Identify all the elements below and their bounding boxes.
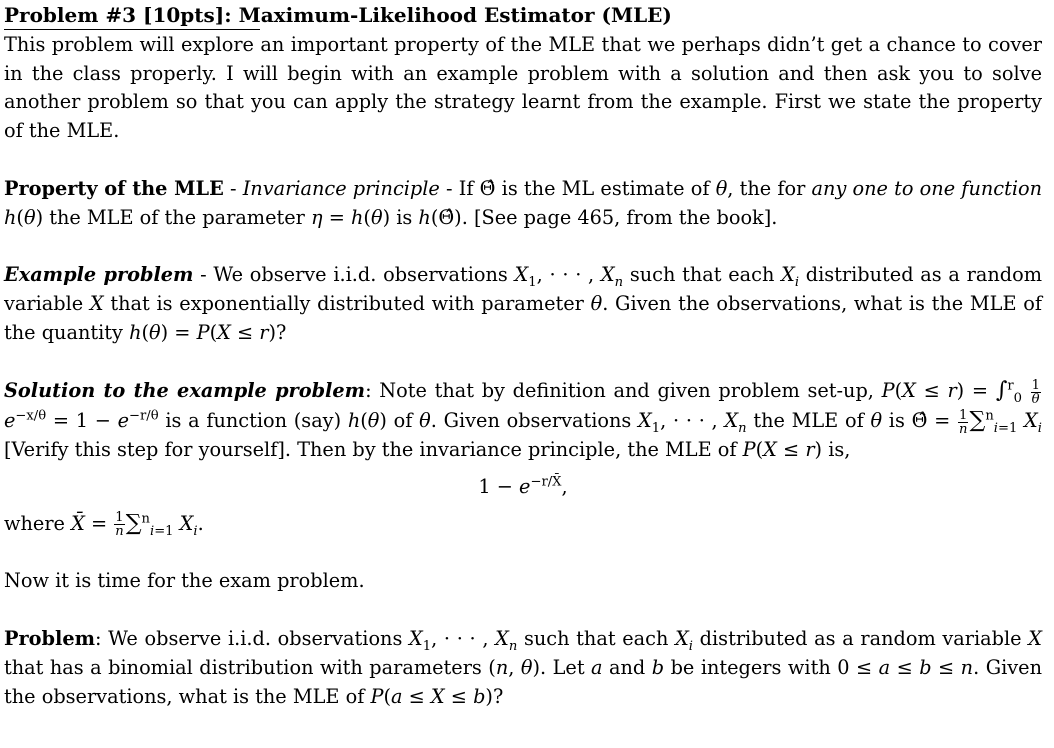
heading-underline xyxy=(4,29,260,30)
property-paragraph: Property of the MLE - Invariance principle - If Θ̂ is the ML estimate of θ, the for any one to one function h(θ) the MLE of the parameter η = h(θ) is h(Θ̂). [See page 465, from the book]. xyxy=(4,176,1043,229)
property-label: Property of the MLE xyxy=(4,176,224,200)
invariance-principle-term: Invariance principle xyxy=(242,176,440,200)
example-label: Example problem xyxy=(4,263,194,287)
example-paragraph: Example problem - We observe i.i.d. observations $X_1$, · · · , $X_n$ such that each $X_i$ distributed as a random variable X that is exponentially distributed with parameter θ. Given the observations, what is the MLE of the quantity h(θ) = P(X ≤ r)? xyxy=(4,263,1043,344)
solution-label: Solution to the example problem xyxy=(4,379,366,403)
solution-paragraph: Solution to the example problem: Note that by definition and given problem set-up, P(X ≤ r) = ∫$^r_0$ $\frac{1}{\theta}$ $e^{-x/\theta} = 1 - e^{-r/\theta}$ is a function (say) h(θ) of θ. Given observations $X_1$, · · · , $X_n$ the MLE of θ is Θ̂ = $\frac{1}{n}$ ∑$^n_{i=1}$ $X_i$ [Verify this step for yourself]. Then by the invariance principle, the MLE of P(X ≤ r) is, xyxy=(4,377,1042,461)
problem-paragraph: Problem: We observe i.i.d. observations $X_1$, · · · , $X_n$ such that each $X_i$ distributed as a random variable X that has a binomial distribution with parameters (n, θ). Let a and b be integers with 0 ≤ a ≤ b ≤ n. Given the observations, what is the MLE of P(a ≤ X ≤ b)? xyxy=(4,626,1042,708)
intro-paragraph: This problem will explore an important property of the MLE that we perhaps didn’t get a chance to cover in the class properly. I will begin with an example problem with a solution and then ask you to solve another problem so that you can apply the strategy learnt from the example. First we state the property of the MLE. xyxy=(4,32,1042,143)
heading-text: Problem #3 [10pts]: Maximum-Likelihood Estimator (MLE) xyxy=(4,3,672,27)
where-line: where X̄ = $\frac{1}{n}$ ∑$^n_{i=1}$ $X_i$. xyxy=(4,509,204,540)
problem-label: Problem xyxy=(4,626,95,650)
problem-heading xyxy=(4,2,672,28)
mle-display-equation: $1 - e^{-r/X̄}$, xyxy=(478,474,568,498)
transition-line: Now it is time for the exam problem. xyxy=(4,569,365,593)
